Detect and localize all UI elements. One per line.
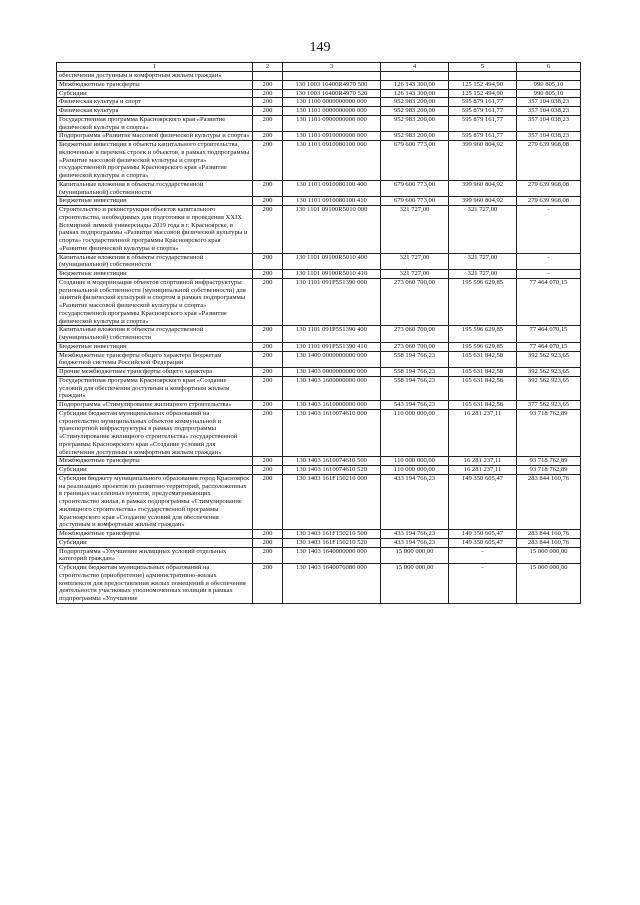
row-value-col5-cell: 595 879 161,77 xyxy=(449,132,517,141)
table-row xyxy=(57,342,581,351)
row-value-col6-cell: 990 805,10 xyxy=(517,89,581,98)
page-number: 149 xyxy=(309,40,331,55)
row-value-col6-cell: 279 639 968,08 xyxy=(517,197,581,206)
row-name-cell: Субсидия бюджету муниципального образования город Красноярск на реализацию проектов по развитию территорий, расположенных в границах населенных пунктов, предусматривающих строительство жилья, в рамках подпрограммы «Стимулирование жилищного строительства» государственной программы Красноярского края «Создание условий для обеспечения доступным и комфортным жильем граждан» xyxy=(57,474,253,529)
row-classifier-cell: 130 1403 1600000000 000 xyxy=(283,376,381,400)
table-row xyxy=(57,538,581,547)
row-value-col6-cell: 93 718 762,89 xyxy=(517,409,581,457)
table-row xyxy=(57,409,581,457)
column-header: 1 xyxy=(57,63,253,72)
row-name-cell: Государственная программа Красноярского края «Создание условий для обеспечения доступным и комфортным жильем граждан» xyxy=(57,376,253,400)
row-value-col4-cell: 433 194 766,23 xyxy=(381,538,449,547)
table-row xyxy=(57,98,581,107)
table-row xyxy=(57,547,581,564)
row-value-col4-cell: 110 000 000,00 xyxy=(381,466,449,475)
row-name-cell: Государственная программа Красноярского края «Развитие физической культуры и спорта» xyxy=(57,115,253,132)
row-name-cell: Подпрограмма «Улучшение жилищных условий отдельных категорий граждан» xyxy=(57,547,253,564)
row-value-col4-cell: 433 194 766,23 xyxy=(381,530,449,539)
row-value-col6-cell: 392 562 923,65 xyxy=(517,368,581,377)
row-value-col4-cell: 952 983 200,00 xyxy=(381,115,449,132)
row-value-col4-cell: 558 194 766,23 xyxy=(381,376,449,400)
row-code-cell: 200 xyxy=(253,115,283,132)
row-code-cell: 200 xyxy=(253,80,283,89)
table-row xyxy=(57,180,581,197)
row-value-col6-cell: 279 639 968,08 xyxy=(517,141,581,181)
row-value-col6-cell: 77 464 070,15 xyxy=(517,342,581,351)
row-value-col4-cell: 321 727,00 xyxy=(381,270,449,279)
row-name-cell: обеспечения доступным и комфортным жильем граждан» xyxy=(57,72,253,81)
table-row xyxy=(57,278,581,326)
table-row xyxy=(57,115,581,132)
row-name-cell: Субсидии бюджетам муниципальных образований на строительство (приобретение) административно-жилых комплексов для предоставления жилых помещений и обеспечения деятельности участковых уполномоченных полиции в рамках подпрограммы «Улучшение xyxy=(57,564,253,604)
row-classifier-cell: 130 1403 1640000000 000 xyxy=(283,547,381,564)
row-value-col6-cell: 392 562 923,65 xyxy=(517,351,581,368)
row-value-col4-cell: 110 000 000,00 xyxy=(381,409,449,457)
row-name-cell: Капитальные вложения в объекты государственной (муниципальной) собственности xyxy=(57,326,253,343)
row-classifier-cell: 130 1101 09100R5010 410 xyxy=(283,270,381,279)
row-classifier-cell: 130 1400 0000000000 000 xyxy=(283,351,381,368)
row-classifier-cell: 130 1403 1640076080 000 xyxy=(283,564,381,604)
row-name-cell: Капитальные вложения в объекты государственной (муниципальной) собственности xyxy=(57,180,253,197)
row-value-col4-cell: 321 727,00 xyxy=(381,206,449,254)
row-value-col4-cell xyxy=(381,72,449,81)
row-value-col4-cell: 679 600 773,00 xyxy=(381,180,449,197)
row-value-col5-cell: 16 281 237,11 xyxy=(449,457,517,466)
table-row xyxy=(57,80,581,89)
row-value-col4-cell: 558 194 766,23 xyxy=(381,351,449,368)
table-row xyxy=(57,72,581,81)
row-name-cell: Капитальные вложения в объекты государственной (муниципальной) собственности xyxy=(57,253,253,270)
row-code-cell: 200 xyxy=(253,401,283,410)
table-row xyxy=(57,564,581,604)
row-value-col4-cell: 558 194 766,23 xyxy=(381,368,449,377)
row-classifier-cell: 130 1403 1610074610 500 xyxy=(283,457,381,466)
row-code-cell: 200 xyxy=(253,368,283,377)
row-name-cell: Строительство и реконструкция объектов капитального строительства, необходимых для подготовки и проведения XXIX Всемирной зимней универсиады 2019 года в г. Красноярске, в рамках подпрограммы «Развитие массовой физической культуры и спорта» государственной программы Красноярского края «Развитие физической культуры и спорта» xyxy=(57,206,253,254)
row-code-cell: 200 xyxy=(253,547,283,564)
row-classifier-cell: 130 1101 09100R5010 400 xyxy=(283,253,381,270)
row-value-col6-cell: 357 104 038,23 xyxy=(517,107,581,116)
row-code-cell: 200 xyxy=(253,457,283,466)
column-number-row xyxy=(57,63,581,72)
row-value-col6-cell: 77 464 070,15 xyxy=(517,326,581,343)
row-value-col6-cell: 77 464 070,15 xyxy=(517,278,581,326)
table-row xyxy=(57,206,581,254)
row-code-cell: 200 xyxy=(253,253,283,270)
row-value-col5-cell: 195 596 629,85 xyxy=(449,278,517,326)
row-value-col4-cell: 273 060 700,00 xyxy=(381,278,449,326)
row-value-col4-cell: 273 060 700,00 xyxy=(381,342,449,351)
row-code-cell: 200 xyxy=(253,180,283,197)
table-row xyxy=(57,89,581,98)
row-value-col6-cell: - xyxy=(517,270,581,279)
row-value-col6-cell: - xyxy=(517,253,581,270)
table-row xyxy=(57,141,581,181)
row-classifier-cell: 130 1101 0900000000 000 xyxy=(283,115,381,132)
row-code-cell: 200 xyxy=(253,132,283,141)
row-value-col6-cell: 15 000 000,00 xyxy=(517,547,581,564)
row-value-col5-cell: 149 350 605,47 xyxy=(449,530,517,539)
row-value-col6-cell: 283 844 160,76 xyxy=(517,474,581,529)
row-classifier-cell: 130 1403 1610000000 000 xyxy=(283,401,381,410)
row-value-col5-cell: 16 281 237,11 xyxy=(449,409,517,457)
table-row xyxy=(57,457,581,466)
row-name-cell: Межбюджетные трансферты общего характера бюджетам бюджетной системы Российской Федерации xyxy=(57,351,253,368)
row-classifier-cell: 130 1101 091P551390 410 xyxy=(283,342,381,351)
row-value-col4-cell: 952 983 200,00 xyxy=(381,107,449,116)
row-value-col4-cell: 433 194 766,23 xyxy=(381,474,449,529)
row-code-cell: 200 xyxy=(253,376,283,400)
row-classifier-cell: 130 1101 0910080100 410 xyxy=(283,197,381,206)
row-value-col5-cell: 149 350 605,47 xyxy=(449,538,517,547)
row-code-cell: 200 xyxy=(253,564,283,604)
row-classifier-cell: 130 1101 0910000000 000 xyxy=(283,132,381,141)
row-value-col6-cell: 93 718 762,89 xyxy=(517,466,581,475)
row-code-cell: 200 xyxy=(253,206,283,254)
row-code-cell: 200 xyxy=(253,530,283,539)
table-body xyxy=(57,72,581,604)
row-name-cell: Создание и модернизация объектов спортивной инфраструктуры региональной собственности (муниципальной собственности) для занятий физической культурой и спортом в рамках подпрограммы «Развитие массовой физической культуры и спорта» государственной программы Красноярского края «Развитие физической культуры и спорта» xyxy=(57,278,253,326)
row-classifier-cell: 130 1101 0000000000 000 xyxy=(283,107,381,116)
row-code-cell: 200 xyxy=(253,409,283,457)
table-row xyxy=(57,132,581,141)
row-name-cell: Межбюджетные трансферты xyxy=(57,80,253,89)
row-value-col5-cell: 165 631 842,58 xyxy=(449,351,517,368)
row-value-col4-cell: 15 000 000,00 xyxy=(381,564,449,604)
row-value-col5-cell: 595 879 161,77 xyxy=(449,107,517,116)
row-value-col4-cell: 15 000 000,00 xyxy=(381,547,449,564)
row-name-cell: Бюджетные инвестиции xyxy=(57,342,253,351)
row-code-cell: 200 xyxy=(253,351,283,368)
row-value-col6-cell: 93 718 762,89 xyxy=(517,457,581,466)
table-row xyxy=(57,197,581,206)
row-classifier-cell xyxy=(283,72,381,81)
row-code-cell: 200 xyxy=(253,466,283,475)
row-name-cell: Субсидии бюджетам муниципальных образований на строительство муниципальных объектов коммунальной и транспортной инфраструктуры в рамках подпрограммы «Стимулирование жилищного строительства» государственной программы Красноярского края «Создание условий для обеспечения доступным и комфортным жильем граждан» xyxy=(57,409,253,457)
table-row xyxy=(57,326,581,343)
row-name-cell: Бюджетные инвестиции в объекты капитального строительства, включенные в перечень строек и объектов, в рамках подпрограммы «Развитие массовой физической культуры и спорта» государственной программы Красноярского края «Развитие физической культуры и спорта» xyxy=(57,141,253,181)
row-value-col5-cell: 195 596 629,85 xyxy=(449,326,517,343)
row-value-col5-cell: - xyxy=(449,547,517,564)
row-name-cell: Физическая культура xyxy=(57,107,253,116)
row-classifier-cell: 130 1003 16400R4970 520 xyxy=(283,89,381,98)
row-classifier-cell: 130 1403 0000000000 000 xyxy=(283,368,381,377)
row-value-col6-cell xyxy=(517,72,581,81)
row-classifier-cell: 130 1100 0000000000 000 xyxy=(283,98,381,107)
row-value-col5-cell xyxy=(449,72,517,81)
row-name-cell: Подпрограмма «Стимулирование жилищного строительства» xyxy=(57,401,253,410)
row-classifier-cell: 130 1003 16400R4970 500 xyxy=(283,80,381,89)
row-value-col5-cell: 595 879 161,77 xyxy=(449,98,517,107)
row-value-col4-cell: 273 060 700,00 xyxy=(381,326,449,343)
row-value-col6-cell: 15 000 000,00 xyxy=(517,564,581,604)
row-value-col4-cell: 543 194 766,23 xyxy=(381,401,449,410)
row-code-cell: 200 xyxy=(253,342,283,351)
row-value-col5-cell: 125 152 494,90 xyxy=(449,80,517,89)
table-row xyxy=(57,351,581,368)
row-value-col4-cell: 110 000 000,00 xyxy=(381,457,449,466)
row-value-col5-cell: 399 960 804,92 xyxy=(449,197,517,206)
row-value-col6-cell: 377 562 923,65 xyxy=(517,401,581,410)
row-value-col6-cell: 990 805,10 xyxy=(517,80,581,89)
row-value-col4-cell: 679 600 773,00 xyxy=(381,197,449,206)
row-classifier-cell: 130 1403 1610074610 520 xyxy=(283,466,381,475)
row-code-cell: 200 xyxy=(253,98,283,107)
row-name-cell: Подпрограмма «Развитие массовой физической культуры и спорта» xyxy=(57,132,253,141)
row-value-col5-cell: 399 960 804,92 xyxy=(449,141,517,181)
column-header: 3 xyxy=(283,63,381,72)
row-name-cell: Субсидии xyxy=(57,466,253,475)
row-code-cell: 200 xyxy=(253,107,283,116)
row-classifier-cell: 130 1101 091P551390 000 xyxy=(283,278,381,326)
row-name-cell: Прочие межбюджетные трансферты общего характера xyxy=(57,368,253,377)
row-classifier-cell: 130 1101 0910080100 400 xyxy=(283,180,381,197)
table-row xyxy=(57,270,581,279)
table-row xyxy=(57,401,581,410)
row-value-col5-cell: 195 596 629,85 xyxy=(449,342,517,351)
column-header: 2 xyxy=(253,63,283,72)
row-value-col5-cell: 165 631 842,58 xyxy=(449,376,517,400)
row-value-col5-cell: 165 631 842,58 xyxy=(449,401,517,410)
row-value-col4-cell: 952 983 200,00 xyxy=(381,132,449,141)
row-code-cell: 200 xyxy=(253,270,283,279)
column-header: 5 xyxy=(449,63,517,72)
row-name-cell: Межбюджетные трансферты xyxy=(57,530,253,539)
row-value-col5-cell: 321 727,00 xyxy=(449,206,517,254)
row-value-col4-cell: 952 983 200,00 xyxy=(381,98,449,107)
row-value-col4-cell: 126 143 300,00 xyxy=(381,89,449,98)
row-code-cell: 200 xyxy=(253,197,283,206)
row-value-col4-cell: 679 600 773,00 xyxy=(381,141,449,181)
row-code-cell: 200 xyxy=(253,538,283,547)
row-value-col5-cell: 399 960 804,92 xyxy=(449,180,517,197)
row-value-col4-cell: 126 143 300,00 xyxy=(381,80,449,89)
row-classifier-cell: 130 1101 0910080100 000 xyxy=(283,141,381,181)
table-row xyxy=(57,107,581,116)
row-value-col5-cell: - xyxy=(449,564,517,604)
row-value-col6-cell: 283 844 160,76 xyxy=(517,530,581,539)
budget-report-table xyxy=(56,62,581,604)
row-code-cell: 200 xyxy=(253,278,283,326)
row-value-col6-cell: 357 104 038,23 xyxy=(517,132,581,141)
table-row xyxy=(57,376,581,400)
row-value-col4-cell: 321 727,00 xyxy=(381,253,449,270)
row-classifier-cell: 130 1101 09100R5010 000 xyxy=(283,206,381,254)
row-code-cell: 200 xyxy=(253,326,283,343)
table-row xyxy=(57,253,581,270)
row-name-cell: Физическая культура и спорт xyxy=(57,98,253,107)
row-value-col6-cell: 279 639 968,08 xyxy=(517,180,581,197)
row-classifier-cell: 130 1403 161F150210 500 xyxy=(283,530,381,539)
row-value-col5-cell: 321 727,00 xyxy=(449,253,517,270)
row-classifier-cell: 130 1101 091P551390 400 xyxy=(283,326,381,343)
row-classifier-cell: 130 1403 1610074610 000 xyxy=(283,409,381,457)
row-value-col5-cell: 16 281 237,11 xyxy=(449,466,517,475)
row-value-col6-cell: 357 104 038,23 xyxy=(517,98,581,107)
table-row xyxy=(57,530,581,539)
row-value-col5-cell: 149 350 605,47 xyxy=(449,474,517,529)
row-name-cell: Субсидии xyxy=(57,538,253,547)
row-code-cell xyxy=(253,72,283,81)
row-value-col6-cell: - xyxy=(517,206,581,254)
row-name-cell: Бюджетные инвестиции xyxy=(57,270,253,279)
row-value-col6-cell: 357 104 038,23 xyxy=(517,115,581,132)
row-code-cell: 200 xyxy=(253,89,283,98)
row-name-cell: Межбюджетные трансферты xyxy=(57,457,253,466)
row-value-col5-cell: 321 727,00 xyxy=(449,270,517,279)
row-value-col5-cell: 165 631 842,58 xyxy=(449,368,517,377)
table-row xyxy=(57,368,581,377)
row-classifier-cell: 130 1403 161F150210 000 xyxy=(283,474,381,529)
column-header: 6 xyxy=(517,63,581,72)
row-name-cell: Субсидии xyxy=(57,89,253,98)
row-name-cell: Бюджетные инвестиции xyxy=(57,197,253,206)
column-header: 4 xyxy=(381,63,449,72)
row-classifier-cell: 130 1403 161F150210 520 xyxy=(283,538,381,547)
table-row xyxy=(57,466,581,475)
table-row xyxy=(57,474,581,529)
row-value-col6-cell: 283 844 160,76 xyxy=(517,538,581,547)
row-code-cell: 200 xyxy=(253,141,283,181)
row-value-col5-cell: 125 152 494,90 xyxy=(449,89,517,98)
row-code-cell: 200 xyxy=(253,474,283,529)
row-value-col5-cell: 595 879 161,77 xyxy=(449,115,517,132)
row-value-col6-cell: 392 562 923,65 xyxy=(517,376,581,400)
